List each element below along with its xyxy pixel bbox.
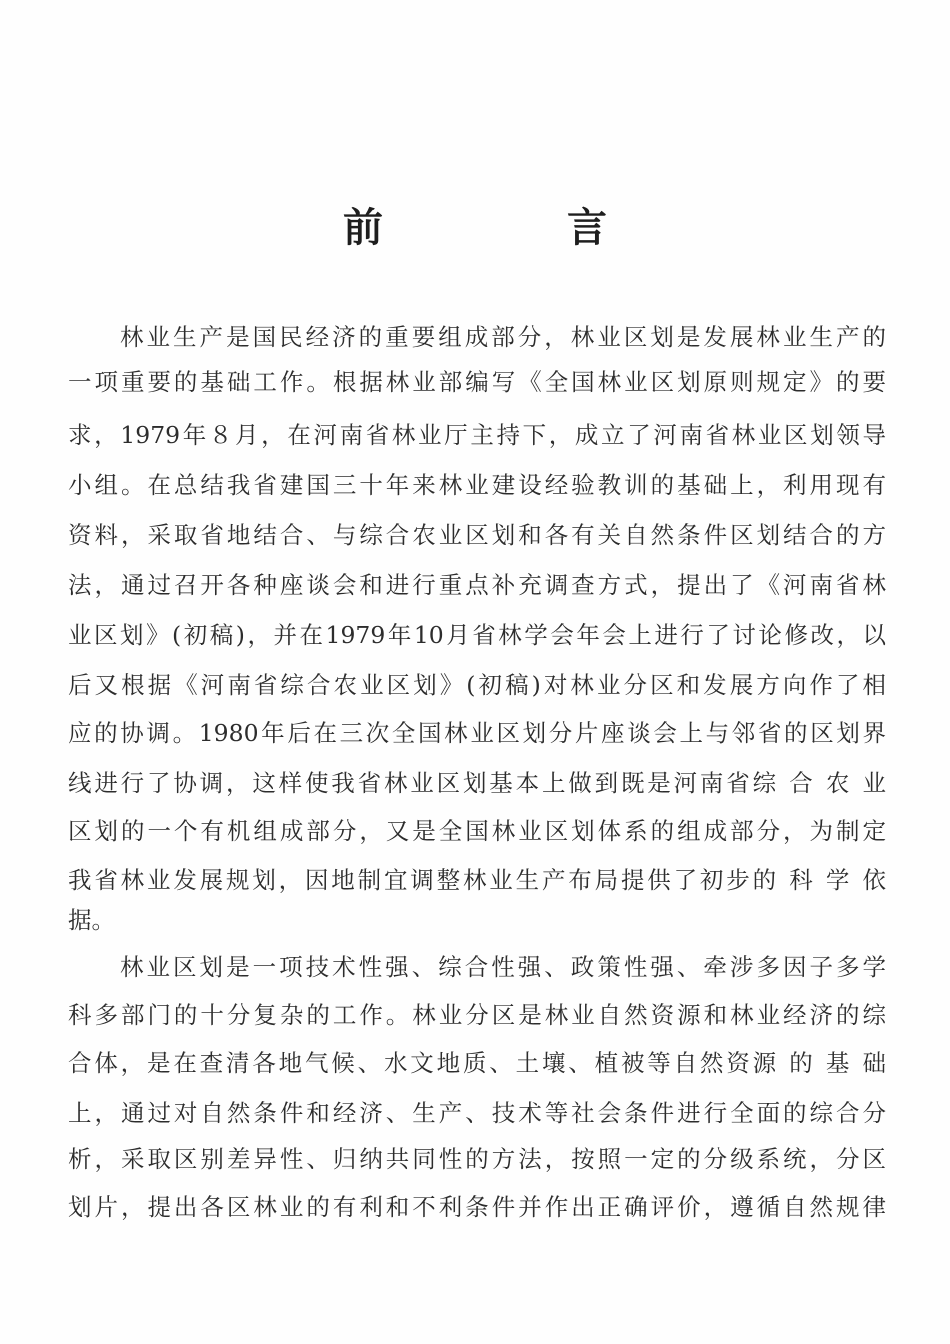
text-line: 业区划》(初稿)，并在1979年10月省林学会年会上进行了讨论修改，以 <box>68 621 886 649</box>
text-line: 林业生产是国民经济的重要组成部分，林业区划是发展林业生产的 <box>120 323 886 351</box>
text-line: 一项重要的基础工作。根据林业部编写《全国林业区划原则规定》的要 <box>68 368 886 396</box>
text-line: 资料，采取省地结合、与综合农业区划和各有关自然条件区划结合的方 <box>68 521 886 549</box>
text-line: 我省林业发展规划，因地制宜调整林业生产布局提供了初步的 科 学 依 <box>68 866 886 894</box>
text-line: 科多部门的十分复杂的工作。林业分区是林业自然资源和林业经济的综 <box>68 1001 886 1029</box>
text-line: 划片，提出各区林业的有利和不利条件并作出正确评价，遵循自然规律 <box>68 1193 886 1221</box>
text-line: 法，通过召开各种座谈会和进行重点补充调查方式，提出了《河南省林 <box>68 571 886 599</box>
page-title: 前 言 <box>343 204 679 251</box>
text-line: 求，1979年８月，在河南省林业厅主持下，成立了河南省林业区划领导 <box>68 421 886 449</box>
text-line: 小组。在总结我省建国三十年来林业建设经验教训的基础上，利用现有 <box>68 471 886 499</box>
text-line: 林业区划是一项技术性强、综合性强、政策性强、牵涉多因子多学 <box>120 953 886 981</box>
text-line: 合体，是在查清各地气候、水文地质、土壤、植被等自然资源 的 基 础 <box>68 1049 886 1077</box>
text-line: 区划的一个有机组成部分，又是全国林业区划体系的组成部分，为制定 <box>68 817 886 845</box>
text-line: 上，通过对自然条件和经济、生产、技术等社会条件进行全面的综合分 <box>68 1099 886 1127</box>
text-line: 应的协调。1980年后在三次全国林业区划分片座谈会上与邻省的区划界 <box>68 719 886 747</box>
text-line: 据。 <box>68 906 115 934</box>
text-line: 后又根据《河南省综合农业区划》(初稿)对林业分区和发展方向作了相 <box>68 671 886 699</box>
text-line: 线进行了协调，这样使我省林业区划基本上做到既是河南省综 合 农 业 <box>68 769 886 797</box>
text-line: 析，采取区别差异性、归纳共同性的方法，按照一定的分级系统，分区 <box>68 1145 886 1173</box>
